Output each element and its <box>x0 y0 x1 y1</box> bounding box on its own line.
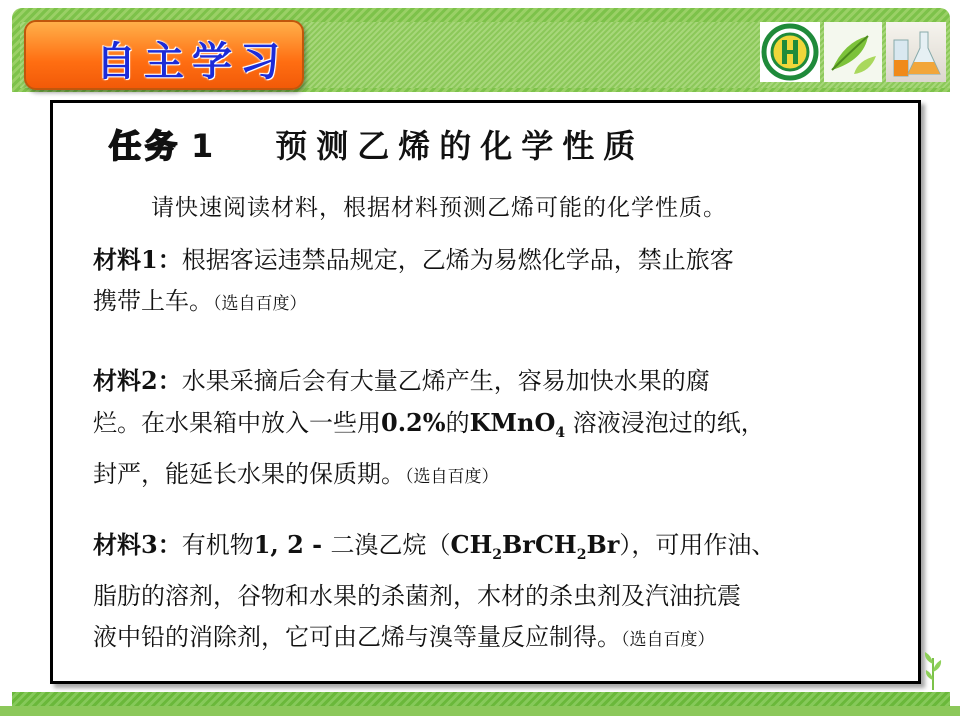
dibromoethane-formula: $CH_2BrCH_2Br$ <box>450 530 620 563</box>
compound-name-numbers: 1, 2 - <box>253 530 331 559</box>
material-1-line1: 根据客运违禁品规定，乙烯为易燃化学品，禁止旅客 <box>181 246 734 274</box>
material-1-line2: 携带上车。 <box>93 287 213 315</box>
material-2-line2-mid: 的 <box>445 409 470 437</box>
material-3-line1-post: ），可用作油、 <box>619 531 776 559</box>
task-label: 任务 <box>109 127 182 165</box>
material-3-line1-mid: 二溴乙烷（ <box>330 531 451 559</box>
material-1-source: （选自百度） <box>213 294 307 314</box>
material-3 <box>93 524 893 661</box>
material-3-line3: 液中铅的消除剂，它可由乙烯与溴等量反应制得。 <box>93 622 621 651</box>
material-3-source: （选自百度） <box>621 629 715 650</box>
content-panel <box>50 100 921 684</box>
material-2 <box>93 360 893 498</box>
material-2-line3: 封严，能延长水果的保质期。 <box>93 459 405 488</box>
material-2-source: （选自百度） <box>405 466 499 487</box>
task-number: 1 <box>191 127 216 165</box>
decorative-tick-row <box>696 684 914 692</box>
material-2-percent: 0.2% <box>381 408 446 437</box>
leaf-thumbnail <box>824 22 882 82</box>
material-2-line2-pre: 烂。在水果箱中放入一些用 <box>93 409 381 437</box>
material-3-label: 材料3： <box>93 530 182 559</box>
material-2-line1: 水果采摘后会有大量乙烯产生，容易加快水果的腐 <box>181 367 710 395</box>
material-3-line1-pre: 有机物 <box>181 531 254 559</box>
task-title: 预测乙烯的化学性质 <box>275 127 645 165</box>
footer-edge <box>0 706 960 716</box>
material-1 <box>93 239 893 325</box>
flask-thumbnail <box>886 22 946 82</box>
section-tab <box>24 20 304 90</box>
material-1-label: 材料1： <box>93 245 182 274</box>
sprout-icon <box>922 650 944 690</box>
material-3-line2: 脂肪的溶剂，谷物和水果的杀菌剂，木材的杀虫剂及汽油抗震 <box>93 581 741 610</box>
intro-text: 请快速阅读材料，根据材料预测乙烯可能的化学性质。 <box>151 195 727 221</box>
material-2-line2-post: 溶液浸泡过的纸， <box>565 409 765 437</box>
emblem-icon <box>760 22 820 82</box>
task-heading <box>109 121 644 167</box>
material-2-label: 材料2： <box>93 366 182 395</box>
kmno4-formula: KMnO$_4$ <box>469 408 566 441</box>
footer-band <box>12 692 950 706</box>
section-tab-label: 自主学习 <box>96 39 288 85</box>
